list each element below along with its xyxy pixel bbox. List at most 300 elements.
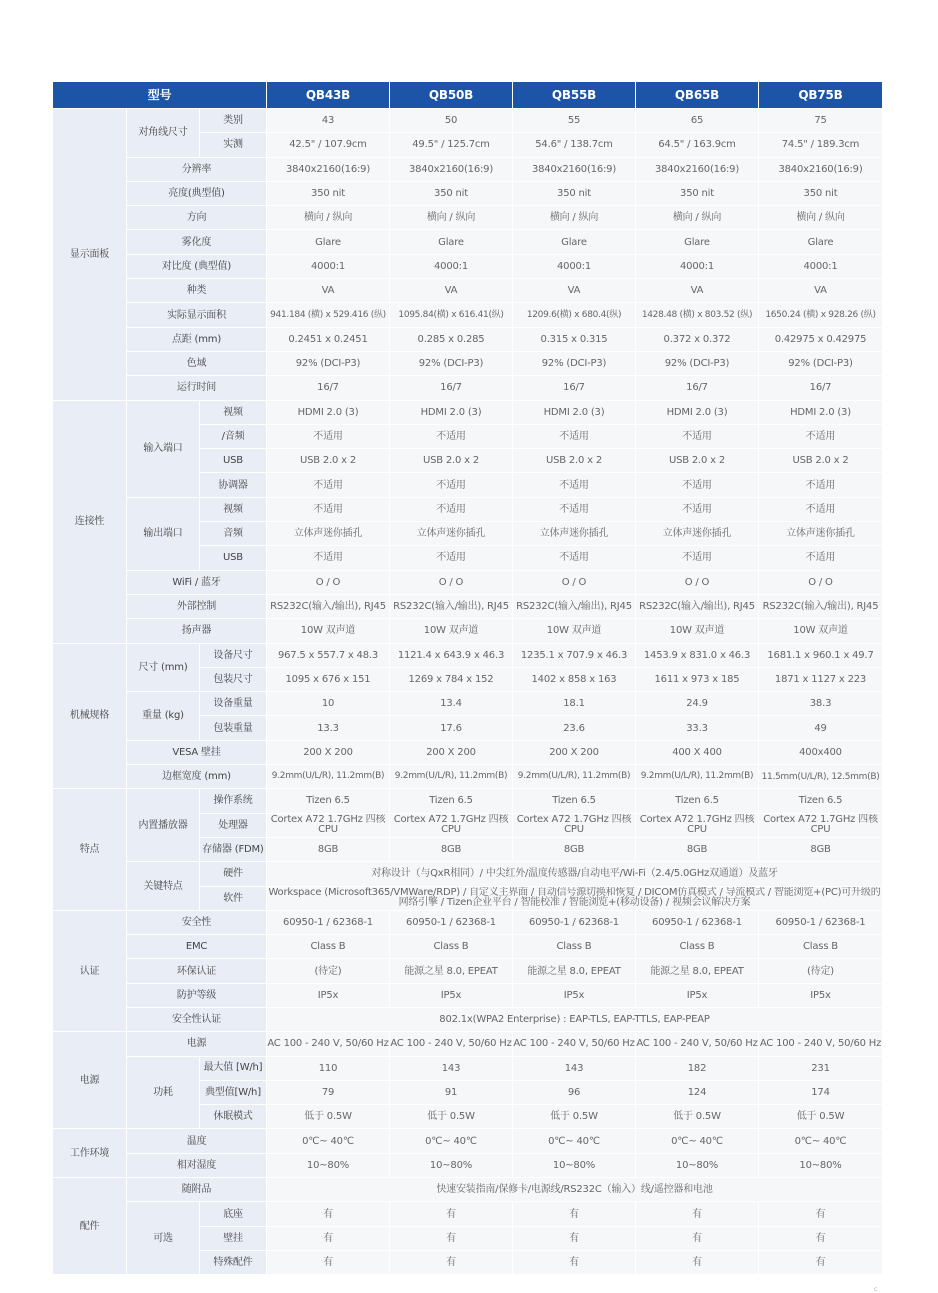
- spec-value: 10~80%: [390, 1154, 512, 1177]
- spec-value: 1209.6(横) x 680.4(纵): [513, 303, 635, 326]
- spec-value: 不适用: [759, 473, 882, 496]
- spec-label: 雾化度: [127, 230, 266, 253]
- spec-label: 种类: [127, 279, 266, 302]
- spec-value: 横向 / 纵向: [267, 206, 389, 229]
- spec-value: IP5x: [636, 984, 758, 1007]
- spec-value: 有: [636, 1227, 758, 1250]
- spec-label: 点距 (mm): [127, 328, 266, 351]
- spec-value: 0.2451 x 0.2451: [267, 328, 389, 351]
- model-header: QB50B: [390, 82, 512, 108]
- spec-label: 存储器 (FDM): [200, 838, 266, 861]
- spec-value: 60950-1 / 62368-1: [636, 911, 758, 934]
- spec-label: 外部控制: [127, 595, 266, 618]
- spec-value: AC 100 - 240 V, 50/60 Hz: [267, 1032, 389, 1055]
- category-label: 特点: [53, 789, 126, 909]
- spec-value: 低于 0.5W: [267, 1105, 389, 1128]
- spec-label: 视频: [200, 498, 266, 521]
- spec-value: 能源之星 8.0, EPEAT: [513, 959, 635, 982]
- spec-value: 10: [267, 692, 389, 715]
- model-header: QB55B: [513, 82, 635, 108]
- spec-value: VA: [759, 279, 882, 302]
- spec-value: HDMI 2.0 (3): [513, 401, 635, 424]
- spec-label: WiFi / 蓝牙: [127, 571, 266, 594]
- spec-value: Cortex A72 1.7GHz 四核 CPU: [267, 814, 389, 837]
- spec-value: 0.285 x 0.285: [390, 328, 512, 351]
- category-label: 工作环境: [53, 1129, 126, 1177]
- spec-value: 不适用: [390, 546, 512, 569]
- spec-row: [53, 862, 882, 885]
- spec-value: (待定): [759, 959, 882, 982]
- category-label: 机械规格: [53, 644, 126, 789]
- spec-value: 1428.48 (横) x 803.52 (纵): [636, 303, 758, 326]
- spec-value: 400 X 400: [636, 741, 758, 764]
- spec-value: O / O: [390, 571, 512, 594]
- spec-value: 16/7: [513, 376, 635, 399]
- spec-value: 1611 x 973 x 185: [636, 668, 758, 691]
- spec-label: 电源: [127, 1032, 266, 1055]
- spec-value: O / O: [513, 571, 635, 594]
- spec-value: 4000:1: [759, 255, 882, 278]
- spec-value: 10W 双声道: [267, 619, 389, 642]
- spec-value: 不适用: [759, 498, 882, 521]
- spec-value: 50: [390, 109, 512, 132]
- spec-row: [53, 1008, 882, 1031]
- spec-value: 11.5mm(U/L/R), 12.5mm(B): [759, 765, 882, 788]
- spec-value: 不适用: [390, 498, 512, 521]
- spec-value: 43: [267, 109, 389, 132]
- spec-value: 33.3: [636, 716, 758, 739]
- spec-label: 运行时间: [127, 376, 266, 399]
- spec-label: 防护等级: [127, 984, 266, 1007]
- spec-value: 0℃~ 40℃: [636, 1129, 758, 1152]
- spec-value: 75: [759, 109, 882, 132]
- spec-value: 91: [390, 1081, 512, 1104]
- spec-label: 最大值 [W/h]: [200, 1057, 266, 1080]
- spec-value: 不适用: [636, 498, 758, 521]
- subcategory-label: 功耗: [127, 1057, 199, 1129]
- spec-value: 1871 x 1127 x 223: [759, 668, 882, 691]
- spec-row: [53, 571, 882, 594]
- spec-body: [53, 109, 882, 1274]
- spec-value: 8GB: [390, 838, 512, 861]
- spec-value: 13.3: [267, 716, 389, 739]
- subcategory-label: 尺寸 (mm): [127, 644, 199, 692]
- spec-value: Glare: [513, 230, 635, 253]
- spec-value: 低于 0.5W: [636, 1105, 758, 1128]
- spec-value: 60950-1 / 62368-1: [267, 911, 389, 934]
- spec-value: 4000:1: [513, 255, 635, 278]
- spec-value: RS232C(输入/输出), RJ45: [636, 595, 758, 618]
- spec-value: 8GB: [513, 838, 635, 861]
- spec-value: 有: [759, 1251, 882, 1274]
- spec-value: 4000:1: [636, 255, 758, 278]
- spec-span-value: 对称设计（与QxR相同）/ 中尖红外/温度传感器/自动电平/Wi-Fi（2.4/5.0GHz双通道）及蓝牙: [267, 862, 882, 885]
- spec-value: 16/7: [759, 376, 882, 399]
- spec-span-value: Workspace (Microsoft365/VMWare/RDP) / 自定义主界面 / 自动信号源切换和恢复 / DICOM仿真模式 / 导流模式 / 智能浏览+(PC)可升级的网络引擎 / Tizen企业平台 / 智能校准 / 智能浏览+(移动设备) / 视频会议解决方案: [268, 887, 881, 909]
- spec-value: Class B: [267, 935, 389, 958]
- spec-value: 0.315 x 0.315: [513, 328, 635, 351]
- spec-value: 不适用: [636, 473, 758, 496]
- spec-value: 74.5" / 189.3cm: [759, 133, 882, 156]
- spec-value: HDMI 2.0 (3): [636, 401, 758, 424]
- spec-value: 1095.84(横) x 616.41(纵): [390, 303, 512, 326]
- spec-value: 350 nit: [636, 182, 758, 205]
- spec-label: 底座: [200, 1202, 266, 1225]
- spec-row: [53, 352, 882, 375]
- spec-value: 不适用: [513, 425, 635, 448]
- subcategory-label: 输出端口: [127, 498, 199, 570]
- spec-value: 不适用: [636, 546, 758, 569]
- spec-row: [53, 984, 882, 1007]
- spec-value: 174: [759, 1081, 882, 1104]
- model-header: QB43B: [267, 82, 389, 108]
- spec-value: (待定): [267, 959, 389, 982]
- spec-label: 休眠模式: [200, 1105, 266, 1128]
- spec-value: 110: [267, 1057, 389, 1080]
- spec-value: 8GB: [636, 838, 758, 861]
- spec-label: EMC: [127, 935, 266, 958]
- spec-row: [53, 401, 882, 424]
- spec-value: 64.5" / 163.9cm: [636, 133, 758, 156]
- spec-value: 不适用: [513, 546, 635, 569]
- spec-value: Glare: [759, 230, 882, 253]
- spec-value: 10~80%: [267, 1154, 389, 1177]
- spec-label: 相对湿度: [127, 1154, 266, 1177]
- spec-value: Tizen 6.5: [636, 789, 758, 812]
- spec-label: 扬声器: [127, 619, 266, 642]
- spec-value: 有: [636, 1251, 758, 1274]
- spec-value: 1121.4 x 643.9 x 46.3: [390, 644, 512, 667]
- spec-value: RS232C(输入/输出), RJ45: [759, 595, 882, 618]
- spec-value: 54.6" / 138.7cm: [513, 133, 635, 156]
- spec-value: 79: [267, 1081, 389, 1104]
- spec-value: 有: [759, 1227, 882, 1250]
- spec-value: 能源之星 8.0, EPEAT: [390, 959, 512, 982]
- spec-value: 不适用: [390, 425, 512, 448]
- spec-value: 不适用: [390, 473, 512, 496]
- spec-value: 3840x2160(16:9): [636, 158, 758, 181]
- spec-table: [52, 81, 883, 1275]
- spec-value: 立体声迷你插孔: [636, 522, 758, 545]
- spec-value: 200 X 200: [267, 741, 389, 764]
- spec-label: 设备重量: [200, 692, 266, 715]
- spec-value: Tizen 6.5: [759, 789, 882, 812]
- category-label: 认证: [53, 911, 126, 1031]
- spec-value: 17.6: [390, 716, 512, 739]
- spec-value: 231: [759, 1057, 882, 1080]
- page-mark: c: [874, 1286, 878, 1293]
- spec-row: [53, 1057, 882, 1080]
- spec-value: 低于 0.5W: [513, 1105, 635, 1128]
- spec-value: HDMI 2.0 (3): [267, 401, 389, 424]
- spec-value: 10W 双声道: [636, 619, 758, 642]
- spec-value: 有: [513, 1202, 635, 1225]
- spec-value: 有: [759, 1202, 882, 1225]
- spec-value: Class B: [390, 935, 512, 958]
- spec-value: 立体声迷你插孔: [759, 522, 882, 545]
- spec-label: 特殊配件: [200, 1251, 266, 1274]
- spec-value: 不适用: [267, 425, 389, 448]
- spec-value: VA: [390, 279, 512, 302]
- spec-value: USB 2.0 x 2: [636, 449, 758, 472]
- spec-row: [53, 255, 882, 278]
- spec-label: USB: [200, 546, 266, 569]
- spec-row: [53, 1129, 882, 1152]
- spec-value: Cortex A72 1.7GHz 四核 CPU: [636, 814, 758, 837]
- spec-value: USB 2.0 x 2: [513, 449, 635, 472]
- spec-label: /音频: [200, 425, 266, 448]
- spec-row: [53, 109, 882, 132]
- category-label: 连接性: [53, 401, 126, 643]
- spec-row: [53, 328, 882, 351]
- spec-value: RS232C(输入/输出), RJ45: [513, 595, 635, 618]
- spec-row: [53, 1154, 882, 1177]
- spec-label: 色域: [127, 352, 266, 375]
- spec-value: 60950-1 / 62368-1: [513, 911, 635, 934]
- spec-value: 不适用: [267, 473, 389, 496]
- spec-row: [53, 279, 882, 302]
- spec-value: 143: [513, 1057, 635, 1080]
- spec-value: 96: [513, 1081, 635, 1104]
- spec-value: 不适用: [759, 425, 882, 448]
- spec-span-value: 802.1x(WPA2 Enterprise) : EAP-TLS, EAP-TTLS, EAP-PEAP: [267, 1008, 882, 1031]
- spec-value: 23.6: [513, 716, 635, 739]
- spec-value: Glare: [636, 230, 758, 253]
- spec-value: AC 100 - 240 V, 50/60 Hz: [759, 1032, 882, 1055]
- spec-value: 16/7: [390, 376, 512, 399]
- spec-row: [53, 595, 882, 618]
- spec-value: 不适用: [636, 425, 758, 448]
- spec-value: 200 X 200: [390, 741, 512, 764]
- spec-value: 3840x2160(16:9): [759, 158, 882, 181]
- spec-value: 124: [636, 1081, 758, 1104]
- spec-value: 38.3: [759, 692, 882, 715]
- spec-value: 不适用: [513, 473, 635, 496]
- spec-value: 能源之星 8.0, EPEAT: [636, 959, 758, 982]
- spec-label: 实际显示面积: [127, 303, 266, 326]
- spec-row: [53, 644, 882, 667]
- spec-value: IP5x: [390, 984, 512, 1007]
- spec-row: [53, 765, 882, 788]
- spec-value: VA: [636, 279, 758, 302]
- spec-value: 16/7: [636, 376, 758, 399]
- spec-label: 分辨率: [127, 158, 266, 181]
- spec-value: 立体声迷你插孔: [513, 522, 635, 545]
- spec-value: 3840x2160(16:9): [513, 158, 635, 181]
- spec-label: 音频: [200, 522, 266, 545]
- spec-label: 包装重量: [200, 716, 266, 739]
- spec-value: 1235.1 x 707.9 x 46.3: [513, 644, 635, 667]
- spec-value: 92% (DCI-P3): [513, 352, 635, 375]
- spec-value: 低于 0.5W: [390, 1105, 512, 1128]
- spec-span-value: 快速安装指南/保修卡/电源线/RS232C（输入）线/遥控器和电池: [267, 1178, 882, 1201]
- spec-label: VESA 壁挂: [127, 741, 266, 764]
- spec-value: 200 X 200: [513, 741, 635, 764]
- spec-row: [53, 1178, 882, 1201]
- spec-value: Tizen 6.5: [390, 789, 512, 812]
- spec-label: 设备尺寸: [200, 644, 266, 667]
- spec-value: 1269 x 784 x 152: [390, 668, 512, 691]
- spec-value: Class B: [636, 935, 758, 958]
- spec-value: 10W 双声道: [390, 619, 512, 642]
- spec-value: 9.2mm(U/L/R), 11.2mm(B): [390, 765, 512, 788]
- spec-value: 不适用: [267, 498, 389, 521]
- spec-value: 8GB: [267, 838, 389, 861]
- spec-value: 60950-1 / 62368-1: [390, 911, 512, 934]
- spec-value: 1650.24 (横) x 928.26 (纵): [759, 303, 882, 326]
- spec-value: 有: [513, 1227, 635, 1250]
- subcategory-label: 内置播放器: [127, 789, 199, 861]
- spec-value: Tizen 6.5: [513, 789, 635, 812]
- spec-value: Cortex A72 1.7GHz 四核 CPU: [759, 814, 882, 837]
- spec-value: 350 nit: [267, 182, 389, 205]
- spec-value: 立体声迷你插孔: [267, 522, 389, 545]
- spec-value: 0℃~ 40℃: [390, 1129, 512, 1152]
- spec-value: 10W 双声道: [759, 619, 882, 642]
- spec-value: 1453.9 x 831.0 x 46.3: [636, 644, 758, 667]
- spec-value: 横向 / 纵向: [636, 206, 758, 229]
- spec-value: 0.42975 x 0.42975: [759, 328, 882, 351]
- spec-label: 操作系统: [200, 789, 266, 812]
- spec-label: 壁挂: [200, 1227, 266, 1250]
- spec-value: IP5x: [759, 984, 882, 1007]
- spec-value: 350 nit: [759, 182, 882, 205]
- category-label: 电源: [53, 1032, 126, 1128]
- spec-value: 不适用: [267, 546, 389, 569]
- spec-label: 温度: [127, 1129, 266, 1152]
- spec-value: USB 2.0 x 2: [267, 449, 389, 472]
- spec-label: 典型值[W/h]: [200, 1081, 266, 1104]
- spec-value: 55: [513, 109, 635, 132]
- spec-value: O / O: [759, 571, 882, 594]
- model-label: 型号: [53, 82, 266, 108]
- spec-value: 有: [390, 1251, 512, 1274]
- spec-value: 143: [390, 1057, 512, 1080]
- spec-value: 49: [759, 716, 882, 739]
- subcategory-label: 可选: [127, 1202, 199, 1274]
- spec-value: O / O: [636, 571, 758, 594]
- spec-row: [53, 206, 882, 229]
- spec-label: 亮度(典型值): [127, 182, 266, 205]
- spec-value: 3840x2160(16:9): [390, 158, 512, 181]
- spec-value: HDMI 2.0 (3): [759, 401, 882, 424]
- spec-label: 软件: [200, 887, 266, 910]
- spec-value: Glare: [267, 230, 389, 253]
- spec-value: 24.9: [636, 692, 758, 715]
- spec-value: 18.1: [513, 692, 635, 715]
- spec-row: [53, 182, 882, 205]
- spec-value: 10W 双声道: [513, 619, 635, 642]
- spec-value: 3840x2160(16:9): [267, 158, 389, 181]
- spec-row: [53, 911, 882, 934]
- spec-row: [53, 498, 882, 521]
- spec-label: 方向: [127, 206, 266, 229]
- spec-row: [53, 1202, 882, 1225]
- spec-row: [53, 619, 882, 642]
- category-label: 显示面板: [53, 109, 126, 400]
- spec-value: Cortex A72 1.7GHz 四核 CPU: [513, 814, 635, 837]
- spec-value: 有: [267, 1202, 389, 1225]
- spec-value: 有: [513, 1251, 635, 1274]
- spec-row: [53, 230, 882, 253]
- spec-value: USB 2.0 x 2: [390, 449, 512, 472]
- spec-value: AC 100 - 240 V, 50/60 Hz: [513, 1032, 635, 1055]
- spec-value: 4000:1: [390, 255, 512, 278]
- spec-label: 视频: [200, 401, 266, 424]
- category-label: 配件: [53, 1178, 126, 1274]
- spec-value: 92% (DCI-P3): [267, 352, 389, 375]
- spec-label: 安全性认证: [127, 1008, 266, 1031]
- spec-value: 10~80%: [513, 1154, 635, 1177]
- spec-value: 有: [267, 1227, 389, 1250]
- spec-value: HDMI 2.0 (3): [390, 401, 512, 424]
- spec-value: 182: [636, 1057, 758, 1080]
- spec-value: Class B: [759, 935, 882, 958]
- spec-value: 9.2mm(U/L/R), 11.2mm(B): [636, 765, 758, 788]
- spec-value: Class B: [513, 935, 635, 958]
- spec-value: 967.5 x 557.7 x 48.3: [267, 644, 389, 667]
- spec-value: 10~80%: [636, 1154, 758, 1177]
- spec-label: 包装尺寸: [200, 668, 266, 691]
- spec-value: 横向 / 纵向: [390, 206, 512, 229]
- spec-value: 不适用: [513, 498, 635, 521]
- spec-value: 横向 / 纵向: [513, 206, 635, 229]
- spec-value: RS232C(输入/输出), RJ45: [390, 595, 512, 618]
- spec-value: 350 nit: [513, 182, 635, 205]
- subcategory-label: 关键特点: [127, 862, 199, 910]
- spec-value: 13.4: [390, 692, 512, 715]
- spec-value: 92% (DCI-P3): [390, 352, 512, 375]
- spec-value: IP5x: [267, 984, 389, 1007]
- spec-value: 8GB: [759, 838, 882, 861]
- subcategory-label: 重量 (kg): [127, 692, 199, 740]
- spec-label: 安全性: [127, 911, 266, 934]
- spec-label: USB: [200, 449, 266, 472]
- header-row: [53, 82, 882, 108]
- spec-value: 有: [390, 1202, 512, 1225]
- spec-label: 协调器: [200, 473, 266, 496]
- spec-value: 65: [636, 109, 758, 132]
- spec-value: 不适用: [759, 546, 882, 569]
- subcategory-label: 输入端口: [127, 401, 199, 497]
- spec-value: 0℃~ 40℃: [267, 1129, 389, 1152]
- spec-value: 9.2mm(U/L/R), 11.2mm(B): [513, 765, 635, 788]
- spec-value: 42.5" / 107.9cm: [267, 133, 389, 156]
- spec-value: 4000:1: [267, 255, 389, 278]
- spec-label: 实测: [200, 133, 266, 156]
- spec-value: Tizen 6.5: [267, 789, 389, 812]
- spec-row: [53, 935, 882, 958]
- spec-value: 有: [267, 1251, 389, 1274]
- spec-row: [53, 692, 882, 715]
- spec-value: 有: [636, 1202, 758, 1225]
- spec-row: [53, 158, 882, 181]
- spec-row: [53, 376, 882, 399]
- spec-value: 9.2mm(U/L/R), 11.2mm(B): [267, 765, 389, 788]
- spec-value: VA: [513, 279, 635, 302]
- spec-value: O / O: [267, 571, 389, 594]
- spec-label: 边框宽度 (mm): [127, 765, 266, 788]
- spec-row: [53, 789, 882, 812]
- spec-value: VA: [267, 279, 389, 302]
- spec-value: 400x400: [759, 741, 882, 764]
- spec-value: 0℃~ 40℃: [759, 1129, 882, 1152]
- spec-value: 16/7: [267, 376, 389, 399]
- spec-label: 随附品: [127, 1178, 266, 1201]
- spec-label: 类别: [200, 109, 266, 132]
- spec-value: Cortex A72 1.7GHz 四核 CPU: [390, 814, 512, 837]
- spec-value: 60950-1 / 62368-1: [759, 911, 882, 934]
